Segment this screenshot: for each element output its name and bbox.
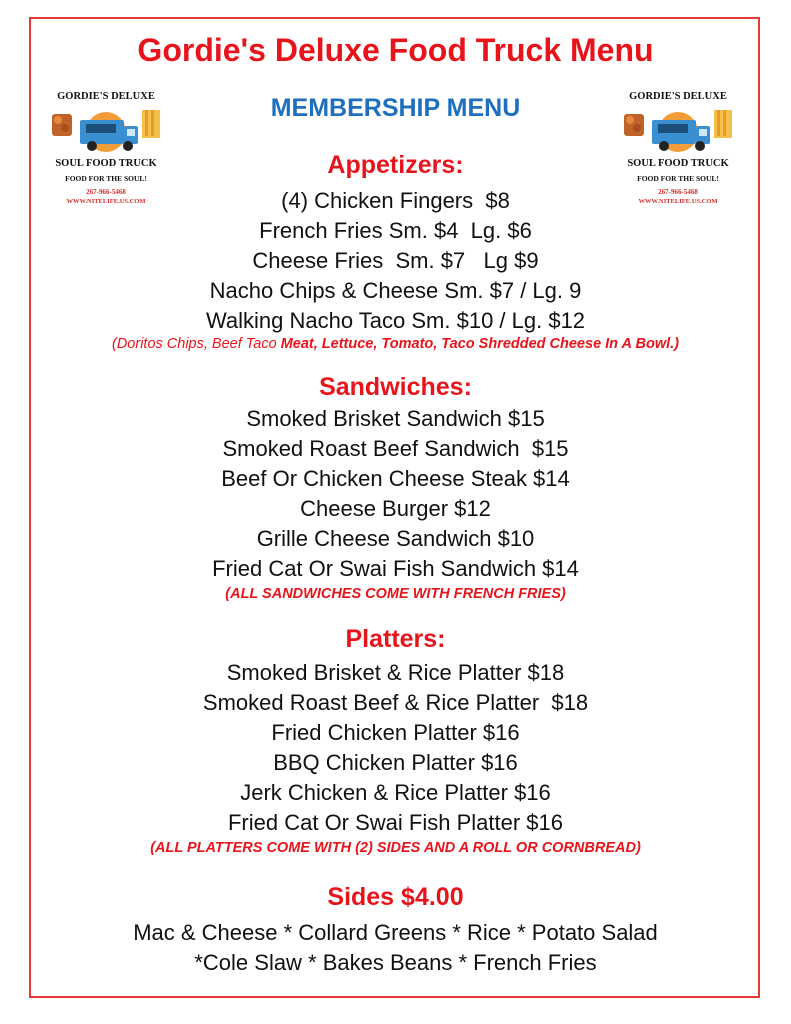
menu-item: French Fries Sm. $4 Lg. $6 xyxy=(259,218,532,243)
menu-subtitle: MEMBERSHIP MENU xyxy=(270,94,521,122)
page-title: Gordie's Deluxe Food Truck Menu xyxy=(137,32,654,68)
logo-website: WWW.NITELIFE.US.COM xyxy=(638,198,718,205)
menu-item: Nacho Chips & Cheese Sm. $7 / Lg. 9 xyxy=(209,278,582,303)
menu-item: Grille Cheese Sandwich $10 xyxy=(256,526,535,551)
logo-tagline: FOOD FOR THE SOUL! xyxy=(65,174,147,183)
menu-item: Smoked Roast Beef Sandwich $15 xyxy=(222,436,569,461)
appetizers-note-bold: Meat, Lettuce, Tomato, Taco Shredded Cheese In A Bowl.) xyxy=(280,336,679,352)
logo-phone: 267-966-5468 xyxy=(658,188,698,196)
menu-item: (4) Chicken Fingers $8 xyxy=(281,188,510,213)
menu-item: BBQ Chicken Platter $16 xyxy=(273,750,518,775)
menu-item: Jerk Chicken & Rice Platter $16 xyxy=(240,780,551,805)
food-truck-icon xyxy=(622,106,734,156)
sandwiches-note: (ALL SANDWICHES COME WITH FRENCH FRIES) xyxy=(225,586,566,602)
sandwiches-heading: Sandwiches: xyxy=(319,373,472,401)
platters-heading: Platters: xyxy=(345,625,446,653)
platters-note: (ALL PLATTERS COME WITH (2) SIDES AND A ROLL OR CORNBREAD) xyxy=(150,840,641,856)
logo-name-line1: GORDIE'S DELUXE xyxy=(629,91,727,102)
logo-website: WWW.NITELIFE.US.COM xyxy=(66,198,146,205)
sides-heading: Sides $4.00 xyxy=(327,883,464,911)
menu-item: Walking Nacho Taco Sm. $10 / Lg. $12 xyxy=(205,308,586,333)
food-truck-icon xyxy=(50,106,162,156)
menu-item: Fried Cat Or Swai Fish Sandwich $14 xyxy=(212,556,579,581)
menu-item: Fried Chicken Platter $16 xyxy=(271,720,520,745)
menu-item: Cheese Fries Sm. $7 Lg $9 xyxy=(252,248,539,273)
sides-line: *Cole Slaw * Bakes Beans * French Fries xyxy=(194,950,597,975)
logo-phone: 267-966-5468 xyxy=(86,188,126,196)
logo-name-line2: SOUL FOOD TRUCK xyxy=(55,158,157,169)
appetizers-note xyxy=(0,335,791,353)
menu-item: Beef Or Chicken Cheese Steak $14 xyxy=(221,466,570,491)
menu-item: Smoked Brisket & Rice Platter $18 xyxy=(226,660,565,685)
logo-tagline: FOOD FOR THE SOUL! xyxy=(637,174,719,183)
sides-line: Mac & Cheese * Collard Greens * Rice * Potato Salad xyxy=(133,920,658,945)
appetizers-note-plain: (Doritos Chips, Beef Taco xyxy=(112,336,281,352)
appetizers-heading: Appetizers: xyxy=(327,151,464,179)
menu-item: Smoked Roast Beef & Rice Platter $18 xyxy=(202,690,589,715)
menu-item: Smoked Brisket Sandwich $15 xyxy=(246,406,545,431)
menu-item: Fried Cat Or Swai Fish Platter $16 xyxy=(227,810,563,835)
menu-item: Cheese Burger $12 xyxy=(300,496,491,521)
logo-name-line2: SOUL FOOD TRUCK xyxy=(627,158,729,169)
logo-name-line1: GORDIE'S DELUXE xyxy=(57,91,155,102)
